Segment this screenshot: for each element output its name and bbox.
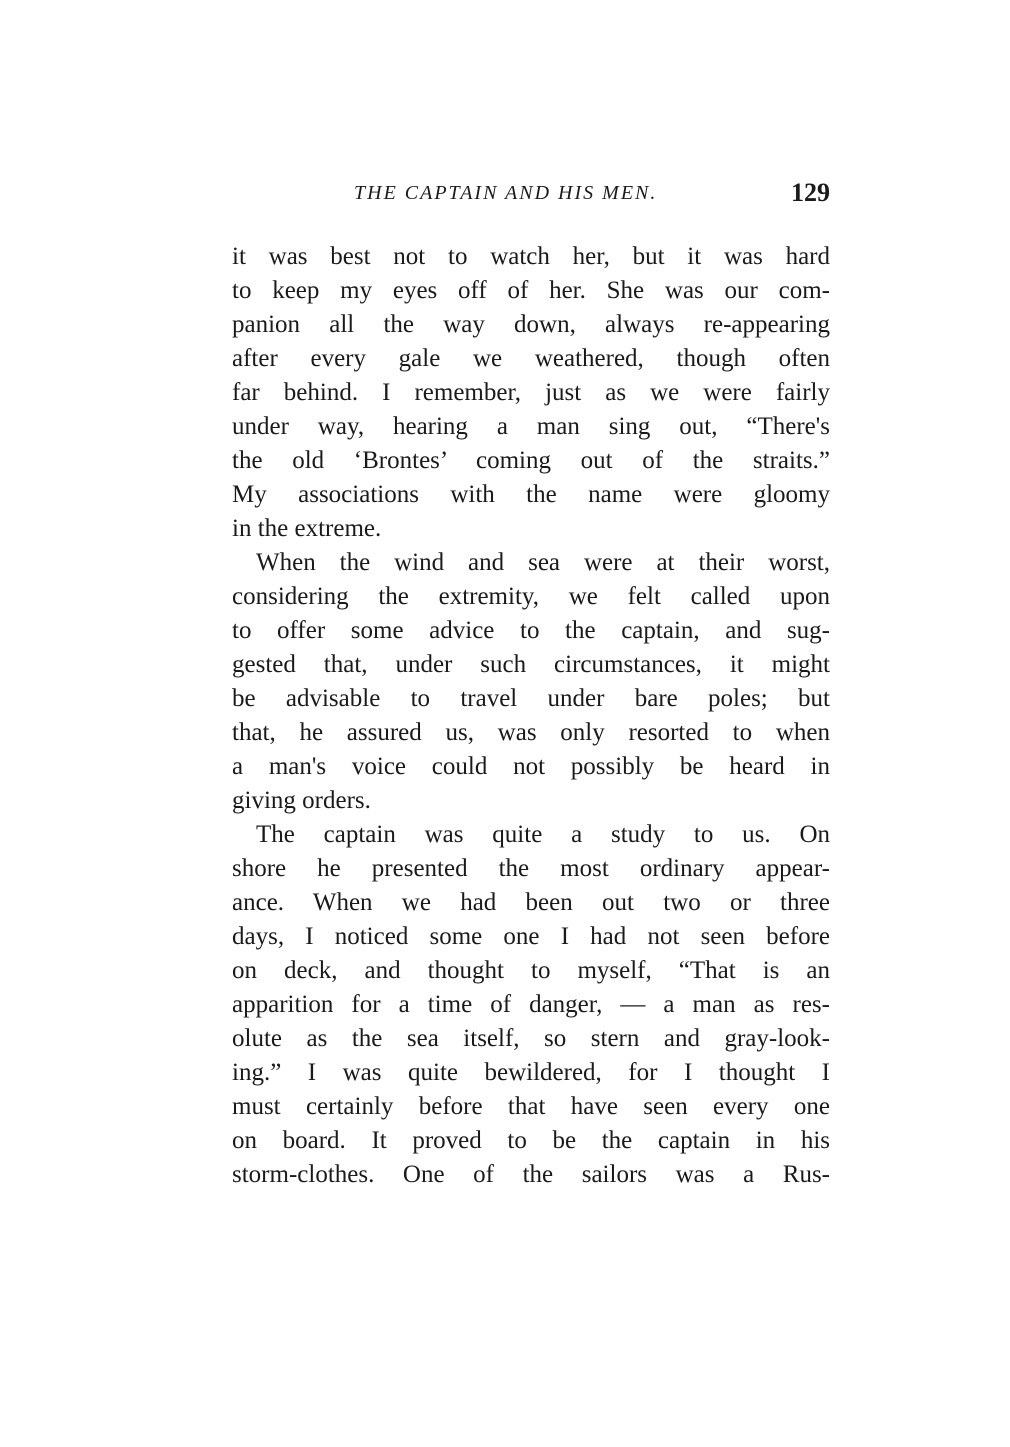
text-line: considering the extremity, we felt called upon <box>232 583 830 610</box>
text-line: apparition for a time of danger, — a man as res- <box>232 991 830 1018</box>
running-title: THE CAPTAIN AND HIS MEN. <box>354 182 658 204</box>
text-line: gested that, under such circumstances, it might <box>232 651 830 678</box>
text-line: be advisable to travel under bare poles; but <box>232 685 830 712</box>
text-line: olute as the sea itself, so stern and gray-look- <box>232 1025 830 1052</box>
text-line: panion all the way down, always re-appearing <box>232 311 830 338</box>
text-line: on deck, and thought to myself, “That is an <box>232 957 830 984</box>
text-line: days, I noticed some one I had not seen before <box>232 923 830 950</box>
text-line: the old ‘Brontes’ coming out of the straits.” <box>232 447 830 474</box>
running-head <box>232 178 830 210</box>
text-line: ance. When we had been out two or three <box>232 889 830 916</box>
text-line: My associations with the name were gloomy <box>232 481 830 508</box>
paragraph-first-line: When the wind and sea were at their worst, <box>256 549 830 576</box>
text-line: storm-clothes. One of the sailors was a Rus- <box>232 1161 830 1188</box>
text-line: after every gale we weathered, though often <box>232 345 830 372</box>
text-line: must certainly before that have seen every one <box>232 1093 830 1120</box>
text-line: on board. It proved to be the captain in his <box>232 1127 830 1154</box>
paragraph-end-line: in the extreme. <box>232 515 382 542</box>
text-line: ing.” I was quite bewildered, for I thought I <box>232 1059 830 1086</box>
text-line: under way, hearing a man sing out, “There's <box>232 413 830 440</box>
text-line: a man's voice could not possibly be heard in <box>232 753 830 780</box>
paragraph-first-line: The captain was quite a study to us. On <box>256 821 830 848</box>
page-number: 129 <box>791 178 830 207</box>
body-text <box>232 240 830 1192</box>
text-line: far behind. I remember, just as we were fairly <box>232 379 830 406</box>
text-line: that, he assured us, was only resorted to when <box>232 719 830 746</box>
text-line: to keep my eyes off of her. She was our com- <box>232 277 830 304</box>
text-line: shore he presented the most ordinary appear- <box>232 855 830 882</box>
paragraph-end-line: giving orders. <box>232 787 371 814</box>
text-line: it was best not to watch her, but it was hard <box>232 243 830 270</box>
text-line: to offer some advice to the captain, and sug- <box>232 617 830 644</box>
